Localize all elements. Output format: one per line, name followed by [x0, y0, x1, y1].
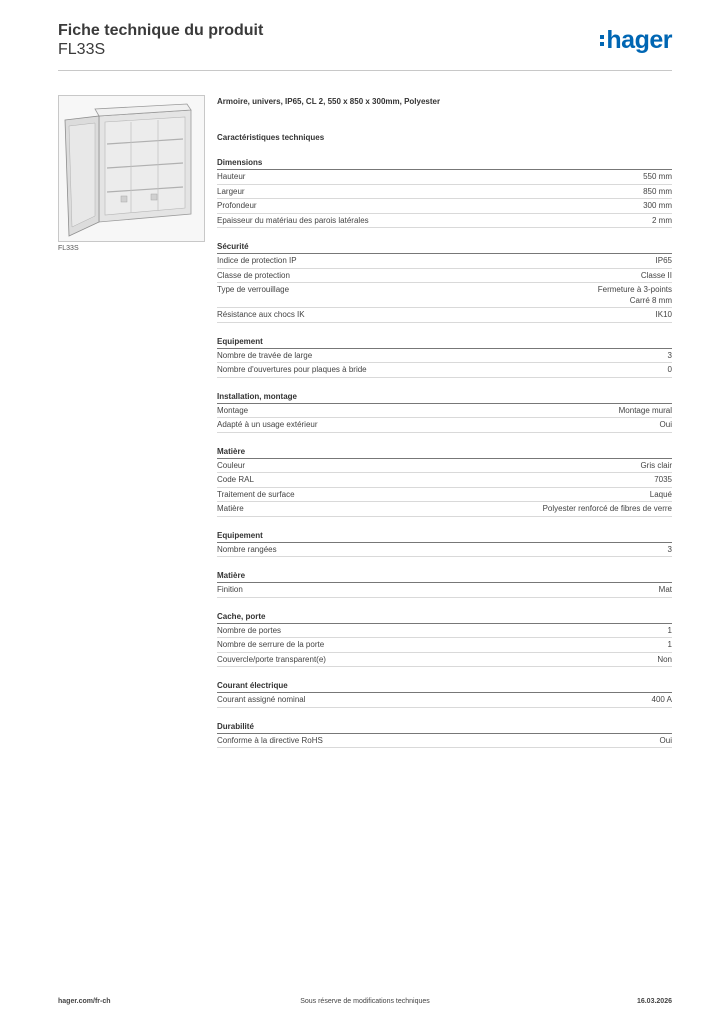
section-title: Cache, porte	[217, 611, 672, 624]
spec-row	[217, 583, 672, 598]
spec-value: 400 A	[651, 695, 672, 704]
spec-value: 1	[667, 625, 672, 635]
spec-value: Fermeture à 3-points Carré 8 mm	[597, 285, 672, 305]
section-title: Matière	[217, 446, 672, 459]
spec-label: Couleur	[217, 460, 246, 470]
spec-value: Polyester renforcé de fibres de verre	[542, 504, 672, 513]
spec-value: 2 mm	[652, 215, 672, 225]
spec-section	[217, 611, 672, 668]
spec-row	[217, 404, 672, 419]
spec-row	[217, 459, 672, 474]
spec-label: Hauteur	[217, 172, 246, 181]
spec-section	[217, 721, 672, 749]
spec-value: 850 mm	[643, 186, 672, 196]
spec-row	[217, 308, 672, 323]
spec-row	[217, 170, 672, 185]
spec-section	[217, 446, 672, 517]
spec-sections	[217, 157, 672, 748]
section-title: Sécurité	[217, 241, 672, 254]
footer-notice: Sous réserve de modifications techniques	[300, 998, 430, 1005]
spec-label: Adapté à un usage extérieur	[217, 420, 318, 429]
spec-label: Courant assigné nominal	[217, 695, 306, 704]
spec-section	[217, 336, 672, 378]
spec-value: Laqué	[649, 489, 672, 499]
spec-row	[217, 214, 672, 229]
spec-value: Mat	[658, 585, 672, 594]
spec-row	[217, 418, 672, 433]
spec-label: Nombre d'ouvertures pour plaques à bride	[217, 365, 367, 374]
section-title: Dimensions	[217, 157, 672, 170]
footer-website: hager.com/fr-ch	[58, 998, 111, 1005]
spec-value: 3	[667, 350, 672, 360]
spec-row	[217, 254, 672, 269]
spec-label: Indice de protection IP	[217, 256, 297, 265]
spec-label: Nombre rangées	[217, 544, 277, 554]
document-title: Fiche technique du produit	[58, 22, 264, 39]
image-caption: FL33S	[58, 245, 79, 252]
section-title: Equipement	[217, 530, 672, 543]
spec-row	[217, 349, 672, 364]
spec-section	[217, 570, 672, 598]
spec-row	[217, 734, 672, 749]
spec-value: Oui	[659, 735, 672, 745]
spec-label: Largeur	[217, 186, 245, 196]
spec-value: Montage mural	[618, 405, 672, 415]
spec-label: Finition	[217, 585, 243, 594]
spec-row	[217, 624, 672, 639]
spec-row	[217, 543, 672, 558]
spec-label: Nombre de serrure de la porte	[217, 640, 325, 649]
spec-label: Nombre de travée de large	[217, 350, 313, 360]
product-image	[58, 95, 205, 242]
spec-value: Classe II	[640, 270, 672, 280]
spec-label: Profondeur	[217, 201, 257, 210]
spec-value: Oui	[659, 420, 672, 429]
section-title: Courant électrique	[217, 680, 672, 693]
spec-row	[217, 363, 672, 378]
spec-value: 1	[667, 640, 672, 649]
spec-section	[217, 680, 672, 708]
spec-label: Epaisseur du matériau des parois latérales	[217, 215, 369, 225]
footer-date: 16.03.2026	[636, 998, 672, 1005]
spec-value: 3	[667, 544, 672, 554]
spec-value: 300 mm	[643, 201, 672, 210]
product-reference: FL33S	[58, 41, 106, 58]
logo-dots-icon	[600, 35, 604, 46]
spec-label: Type de verrouillage	[217, 285, 290, 294]
spec-row	[217, 473, 672, 488]
product-description: Armoire, univers, IP65, CL 2, 550 x 850 x 300mm, Polyester	[217, 97, 441, 106]
section-title: Durabilité	[217, 721, 672, 734]
spec-label: Résistance aux chocs IK	[217, 310, 305, 319]
spec-row	[217, 488, 672, 503]
spec-row	[217, 653, 672, 668]
spec-value: Non	[657, 654, 672, 664]
section-title: Installation, montage	[217, 391, 672, 404]
spec-label: Traitement de surface	[217, 489, 295, 499]
spec-row	[217, 199, 672, 214]
spec-section	[217, 241, 672, 323]
spec-value: 0	[667, 365, 672, 374]
spec-value: Gris clair	[640, 460, 672, 470]
spec-row	[217, 638, 672, 653]
spec-label: Classe de protection	[217, 270, 290, 280]
spec-content	[217, 96, 672, 748]
spec-row	[217, 693, 672, 708]
logo-text: hager	[606, 26, 672, 54]
spec-value: IP65	[655, 256, 672, 265]
page-header	[58, 22, 672, 71]
section-title: Equipement	[217, 336, 672, 349]
spec-label: Montage	[217, 405, 249, 415]
spec-value: IK10	[655, 310, 672, 319]
spec-value: 550 mm	[643, 172, 672, 181]
spec-heading: Caractéristiques techniques	[217, 133, 325, 142]
spec-value: 7035	[654, 475, 672, 484]
spec-label: Matière	[217, 504, 244, 513]
spec-label: Conforme à la directive RoHS	[217, 735, 323, 745]
spec-section	[217, 530, 672, 558]
spec-row	[217, 502, 672, 517]
spec-label: Code RAL	[217, 475, 254, 484]
spec-section	[217, 391, 672, 433]
spec-label: Couvercle/porte transparent(e)	[217, 654, 326, 664]
spec-label: Nombre de portes	[217, 625, 282, 635]
enclosure-cabinet-icon	[59, 96, 204, 241]
spec-row	[217, 185, 672, 200]
spec-row	[217, 283, 672, 308]
hager-logo	[600, 28, 672, 53]
spec-row	[217, 269, 672, 284]
section-title: Matière	[217, 570, 672, 583]
spec-section	[217, 157, 672, 228]
page-footer	[58, 998, 672, 1010]
